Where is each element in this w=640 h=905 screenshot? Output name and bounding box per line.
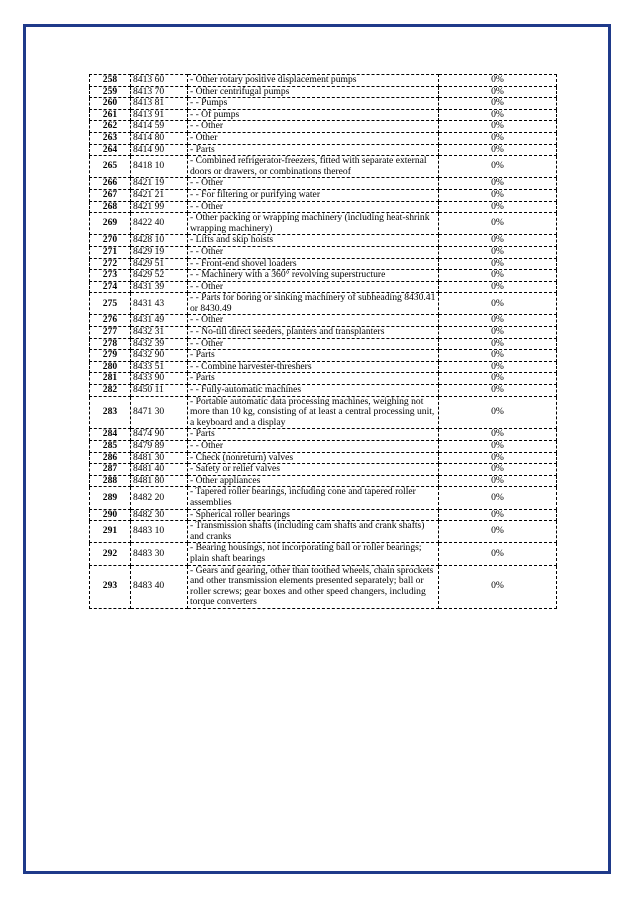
table-row xyxy=(90,396,557,429)
hs-code: 8431 43 xyxy=(131,293,188,315)
description: - - Front-end shovel loaders xyxy=(188,258,439,270)
tariff-rate: 0% xyxy=(439,464,557,476)
description: - - Of pumps xyxy=(188,109,439,121)
table-row xyxy=(90,109,557,121)
row-number: 292 xyxy=(90,543,131,565)
table-row xyxy=(90,98,557,110)
description: - - Other xyxy=(188,441,439,453)
row-number: 287 xyxy=(90,464,131,476)
tariff-rate: 0% xyxy=(439,270,557,282)
tariff-rate: 0% xyxy=(439,201,557,213)
tariff-rate: 0% xyxy=(439,350,557,362)
table-row xyxy=(90,315,557,327)
hs-code: 8414 80 xyxy=(131,132,188,144)
row-number: 293 xyxy=(90,565,131,608)
row-number: 262 xyxy=(90,121,131,133)
description: - - Machinery with a 360° revolving superstructure xyxy=(188,270,439,282)
tariff-rate: 0% xyxy=(439,385,557,397)
row-number: 261 xyxy=(90,109,131,121)
tariff-rate: 0% xyxy=(439,144,557,156)
table-row xyxy=(90,543,557,565)
hs-code: 8481 40 xyxy=(131,464,188,476)
tariff-rate: 0% xyxy=(439,132,557,144)
hs-code: 8432 90 xyxy=(131,350,188,362)
description: - - Other xyxy=(188,338,439,350)
hs-code: 8413 60 xyxy=(131,75,188,87)
hs-code: 8414 59 xyxy=(131,121,188,133)
tariff-rate: 0% xyxy=(439,361,557,373)
tariff-rate: 0% xyxy=(439,293,557,315)
tariff-rate: 0% xyxy=(439,235,557,247)
row-number: 265 xyxy=(90,156,131,178)
description: - - Other xyxy=(188,201,439,213)
table-row xyxy=(90,121,557,133)
row-number: 290 xyxy=(90,509,131,521)
row-number: 289 xyxy=(90,487,131,509)
row-number: 274 xyxy=(90,281,131,293)
row-number: 277 xyxy=(90,327,131,339)
row-number: 279 xyxy=(90,350,131,362)
row-number: 269 xyxy=(90,213,131,235)
description: - Parts xyxy=(188,144,439,156)
description: - Parts xyxy=(188,350,439,362)
description: - - Other xyxy=(188,178,439,190)
tariff-rate: 0% xyxy=(439,258,557,270)
row-number: 264 xyxy=(90,144,131,156)
hs-code: 8418 10 xyxy=(131,156,188,178)
table-row xyxy=(90,350,557,362)
table-row xyxy=(90,565,557,608)
description: - Other centrifugal pumps xyxy=(188,86,439,98)
description: - - Parts for boring or sinking machinery of subheading 8430.41 or 8430.49 xyxy=(188,293,439,315)
table-row xyxy=(90,281,557,293)
description: - Combined refrigerator-freezers, fitted with separate external doors or drawers, or combinations thereof xyxy=(188,156,439,178)
tariff-rate: 0% xyxy=(439,543,557,565)
description: - Parts xyxy=(188,429,439,441)
hs-code: 8471 30 xyxy=(131,396,188,429)
description: - Other appliances xyxy=(188,475,439,487)
row-number: 291 xyxy=(90,521,131,543)
description: - Other packing or wrapping machinery (including heat-shrink wrapping machinery) xyxy=(188,213,439,235)
hs-code: 8482 20 xyxy=(131,487,188,509)
table-row xyxy=(90,75,557,87)
hs-code: 8421 21 xyxy=(131,189,188,201)
row-number: 272 xyxy=(90,258,131,270)
row-number: 271 xyxy=(90,246,131,258)
tariff-rate: 0% xyxy=(439,121,557,133)
tariff-rate: 0% xyxy=(439,441,557,453)
tariff-rate: 0% xyxy=(439,373,557,385)
row-number: 263 xyxy=(90,132,131,144)
table-row xyxy=(90,258,557,270)
description: - Other rotary positive displacement pumps xyxy=(188,75,439,87)
hs-code: 8481 80 xyxy=(131,475,188,487)
hs-code: 8450 11 xyxy=(131,385,188,397)
tariff-rate: 0% xyxy=(439,338,557,350)
description: - - Other xyxy=(188,246,439,258)
row-number: 273 xyxy=(90,270,131,282)
hs-code: 8429 19 xyxy=(131,246,188,258)
row-number: 286 xyxy=(90,452,131,464)
tariff-rate: 0% xyxy=(439,189,557,201)
tariff-rate: 0% xyxy=(439,109,557,121)
hs-code: 8422 40 xyxy=(131,213,188,235)
row-number: 266 xyxy=(90,178,131,190)
hs-code: 8481 30 xyxy=(131,452,188,464)
table-row xyxy=(90,293,557,315)
row-number: 284 xyxy=(90,429,131,441)
hs-code: 8483 30 xyxy=(131,543,188,565)
description: - Safety or relief valves xyxy=(188,464,439,476)
description: - Check (nonreturn) valves xyxy=(188,452,439,464)
hs-code: 8431 39 xyxy=(131,281,188,293)
hs-code: 8483 10 xyxy=(131,521,188,543)
hs-code: 8413 81 xyxy=(131,98,188,110)
description: - Spherical roller bearings xyxy=(188,509,439,521)
tariff-rate: 0% xyxy=(439,86,557,98)
tariff-rate: 0% xyxy=(439,429,557,441)
table-row xyxy=(90,441,557,453)
hs-code: 8421 99 xyxy=(131,201,188,213)
table-row xyxy=(90,144,557,156)
table-row xyxy=(90,487,557,509)
description: - Transmission shafts (including cam shafts and crank shafts) and cranks xyxy=(188,521,439,543)
tariff-rate: 0% xyxy=(439,475,557,487)
table-row xyxy=(90,338,557,350)
description: - Other xyxy=(188,132,439,144)
tariff-table xyxy=(89,74,557,609)
description: - - For filtering or purifying water xyxy=(188,189,439,201)
hs-code: 8483 40 xyxy=(131,565,188,608)
tariff-rate: 0% xyxy=(439,98,557,110)
table-row xyxy=(90,385,557,397)
hs-code: 8421 19 xyxy=(131,178,188,190)
tariff-rate: 0% xyxy=(439,213,557,235)
hs-code: 8428 10 xyxy=(131,235,188,247)
hs-code: 8413 91 xyxy=(131,109,188,121)
hs-code: 8413 70 xyxy=(131,86,188,98)
description: - Gears and gearing, other than toothed wheels, chain sprockets and other transmission elements presented separately; ball or roller screws; gear boxes and other speed changers, including torque converters xyxy=(188,565,439,608)
description: - Bearing housings, not incorporating ball or roller bearings; plain shaft bearings xyxy=(188,543,439,565)
table-row xyxy=(90,132,557,144)
table-row xyxy=(90,156,557,178)
row-number: 281 xyxy=(90,373,131,385)
table-row xyxy=(90,509,557,521)
row-number: 270 xyxy=(90,235,131,247)
tariff-rate: 0% xyxy=(439,396,557,429)
row-number: 260 xyxy=(90,98,131,110)
table-row xyxy=(90,327,557,339)
row-number: 275 xyxy=(90,293,131,315)
description: - Portable automatic data processing machines, weighing not more than 10 kg, consisting of at least a central processing unit, a keyboard and a display xyxy=(188,396,439,429)
row-number: 283 xyxy=(90,396,131,429)
tariff-table-body xyxy=(90,75,557,609)
tariff-rate: 0% xyxy=(439,315,557,327)
hs-code: 8429 51 xyxy=(131,258,188,270)
hs-code: 8433 90 xyxy=(131,373,188,385)
tariff-rate: 0% xyxy=(439,178,557,190)
tariff-rate: 0% xyxy=(439,281,557,293)
description: - - Pumps xyxy=(188,98,439,110)
tariff-rate: 0% xyxy=(439,327,557,339)
row-number: 276 xyxy=(90,315,131,327)
description: - Lifts and skip hoists xyxy=(188,235,439,247)
row-number: 280 xyxy=(90,361,131,373)
tariff-rate: 0% xyxy=(439,75,557,87)
description: - - Combine harvester-threshers xyxy=(188,361,439,373)
description: - - Fully-automatic machines xyxy=(188,385,439,397)
hs-code: 8482 30 xyxy=(131,509,188,521)
table-row xyxy=(90,361,557,373)
description: - - Other xyxy=(188,315,439,327)
table-row xyxy=(90,246,557,258)
row-number: 278 xyxy=(90,338,131,350)
table-row xyxy=(90,201,557,213)
hs-code: 8429 52 xyxy=(131,270,188,282)
tariff-rate: 0% xyxy=(439,509,557,521)
row-number: 288 xyxy=(90,475,131,487)
row-number: 268 xyxy=(90,201,131,213)
table-row xyxy=(90,452,557,464)
tariff-rate: 0% xyxy=(439,156,557,178)
hs-code: 8479 89 xyxy=(131,441,188,453)
table-row xyxy=(90,235,557,247)
tariff-rate: 0% xyxy=(439,452,557,464)
table-row xyxy=(90,270,557,282)
tariff-rate: 0% xyxy=(439,521,557,543)
tariff-rate: 0% xyxy=(439,487,557,509)
table-row xyxy=(90,213,557,235)
hs-code: 8432 39 xyxy=(131,338,188,350)
hs-code: 8433 51 xyxy=(131,361,188,373)
table-row xyxy=(90,189,557,201)
tariff-rate: 0% xyxy=(439,565,557,608)
description: - Parts xyxy=(188,373,439,385)
table-row xyxy=(90,86,557,98)
table-row xyxy=(90,464,557,476)
table-row xyxy=(90,373,557,385)
table-row xyxy=(90,521,557,543)
table-row xyxy=(90,475,557,487)
row-number: 258 xyxy=(90,75,131,87)
table-row xyxy=(90,178,557,190)
hs-code: 8414 90 xyxy=(131,144,188,156)
row-number: 285 xyxy=(90,441,131,453)
tariff-rate: 0% xyxy=(439,246,557,258)
row-number: 267 xyxy=(90,189,131,201)
table-row xyxy=(90,429,557,441)
description: - - Other xyxy=(188,281,439,293)
hs-code: 8474 90 xyxy=(131,429,188,441)
row-number: 282 xyxy=(90,385,131,397)
description: - Tapered roller bearings, including cone and tapered roller assemblies xyxy=(188,487,439,509)
row-number: 259 xyxy=(90,86,131,98)
hs-code: 8431 49 xyxy=(131,315,188,327)
description: - - No-till direct seeders, planters and transplanters xyxy=(188,327,439,339)
description: - - Other xyxy=(188,121,439,133)
hs-code: 8432 31 xyxy=(131,327,188,339)
